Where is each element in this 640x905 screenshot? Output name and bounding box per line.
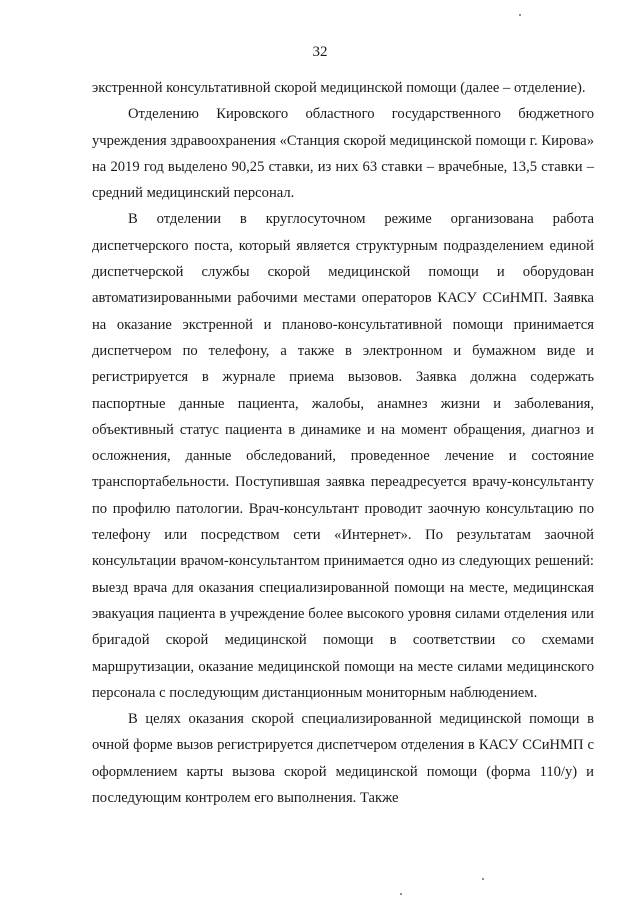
paragraph-registration: В целях оказания скорой специализированной медицинской помощи в очной форме вызов регистрируется диспетчером отделения в КАСУ ССиНМП с оформлением карты вызова скорой медицинской помощи (форма 110/у) и последующим контролем его выполнения. Также bbox=[92, 711, 594, 807]
paragraph-continuation: экстренной консультативной скорой медицинской помощи (далее – отделение). bbox=[92, 80, 586, 96]
page-number: 32 bbox=[312, 44, 328, 60]
scan-speck bbox=[519, 14, 521, 16]
document-body bbox=[92, 75, 594, 811]
paragraph-staffing: Отделению Кировского областного государственного бюджетного учреждения здравоохранения «Станция скорой медицинской помощи г. Кирова» на 2019 год выделено 90,25 ставки, из них 63 ставки – врачебные, 13,5 ставки – средний медицинский персонал. bbox=[92, 106, 594, 202]
scan-speck bbox=[400, 893, 402, 895]
scan-speck bbox=[482, 878, 484, 880]
paragraph-dispatch: В отделении в круглосуточном режиме организована работа диспетчерского поста, который является структурным подразделением единой диспетчерской службы скорой медицинской помощи и оборудован автоматизированными рабочими местами операторов КАСУ ССиНМП. Заявка на оказание экстренной и планово-консультативной помощи принимается диспетчером по телефону, а также в электронном и бумажном виде и регистрируется в журнале приема вызовов. Заявка должна содержать паспортные данные пациента, жалобы, анамнез жизни и заболевания, объективный статус пациента в динамике и на момент обращения, диагноз и осложнения, данные обследований, проведенное лечение и состояние транспортабельности. Поступившая заявка переадресуется врачу-консультанту по профилю патологии. Врач-консультант проводит заочную консультацию по телефону или посредством сети «Интернет». По результатам заочной консультации врачом-консультантом принимается одно из следующих решений: выезд врача для оказания специализированной помощи на месте, медицинская эвакуация пациента в учреждение более высокого уровня силами отделения или бригадой скорой медицинской помощи в соответствии со схемами маршрутизации, оказание медицинской помощи на месте силами медицинского персонала с последующим дистанционным мониторным наблюдением. bbox=[92, 211, 594, 701]
